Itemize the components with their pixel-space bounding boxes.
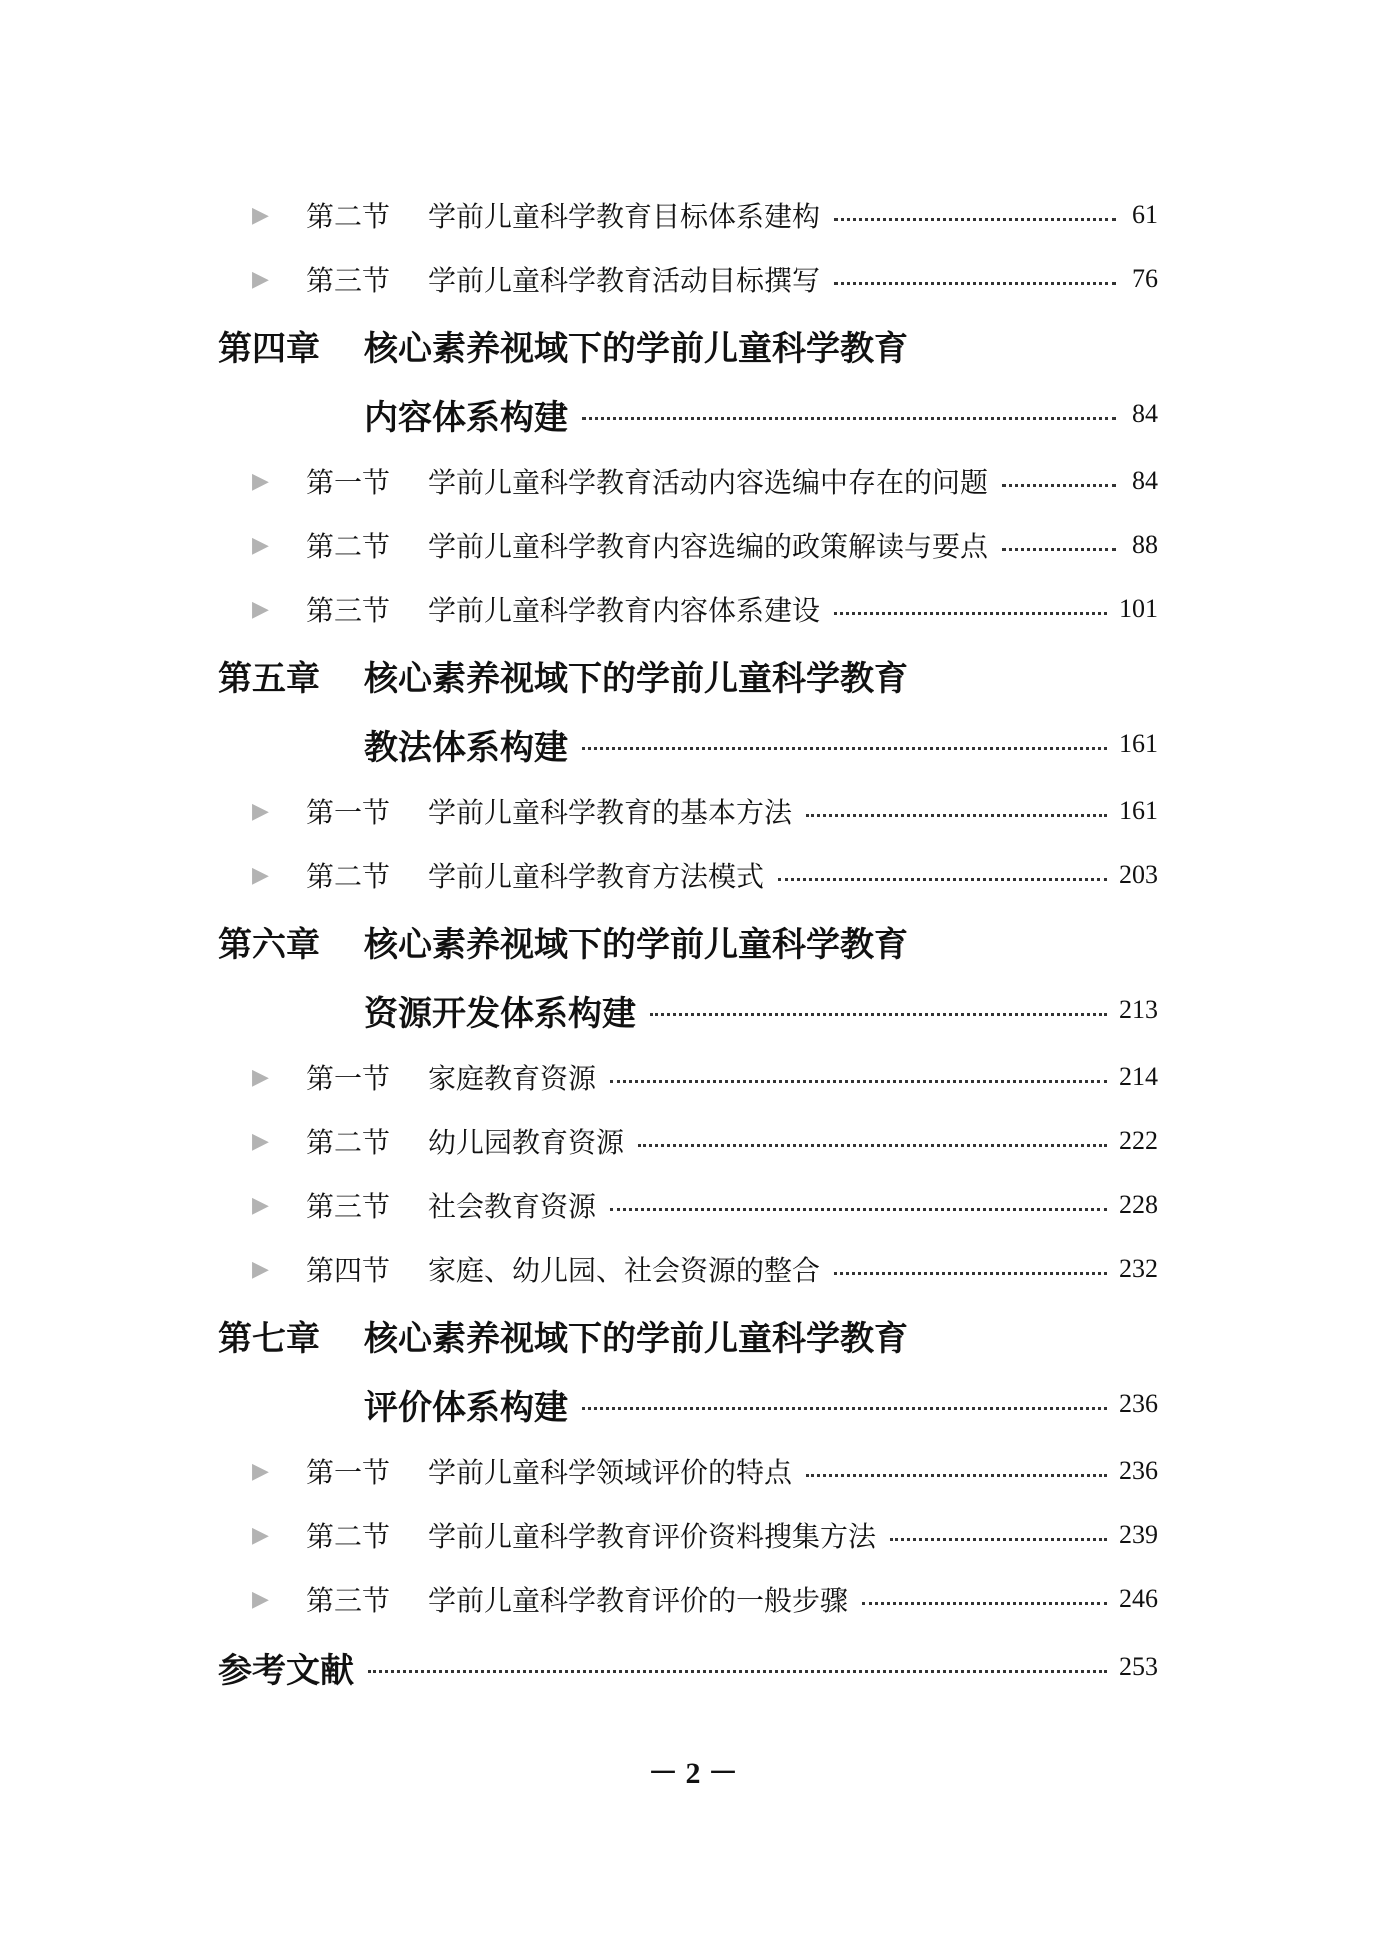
chapter-subtitle: 评价体系构建 — [364, 1387, 568, 1428]
chapter-page-number: 84 — [1132, 399, 1158, 428]
section-page-number: 232 — [1119, 1254, 1158, 1283]
chapter-subtitle: 资源开发体系构建 — [364, 993, 636, 1034]
chapter-title: 核心素养视域下的学前儿童科学教育 — [364, 1318, 908, 1359]
section-title: 学前儿童科学教育内容选编的政策解读与要点 — [428, 530, 989, 563]
chapter-subtitle: 内容体系构建 — [364, 397, 568, 438]
triangle-right-icon: ▶ — [252, 1586, 269, 1612]
triangle-right-icon: ▶ — [252, 532, 269, 558]
section-number: 第三节 — [306, 264, 391, 297]
toc-chapter-row[interactable] — [218, 641, 1158, 709]
triangle-right-icon: ▶ — [252, 862, 269, 888]
toc-chapter-subtitle-row[interactable] — [218, 1369, 1158, 1439]
toc-section-row[interactable] — [218, 183, 1158, 247]
dot-leader — [834, 218, 1116, 221]
dot-leader — [582, 417, 1116, 420]
section-title: 学前儿童科学教育目标体系建构 — [428, 200, 821, 233]
dot-leader — [638, 1144, 1107, 1147]
section-number: 第一节 — [306, 796, 391, 829]
dot-leader — [582, 747, 1107, 750]
section-title: 学前儿童科学教育方法模式 — [428, 860, 765, 893]
toc-section-row[interactable] — [218, 449, 1158, 513]
dot-leader — [1002, 484, 1116, 487]
section-page-number: 236 — [1119, 1456, 1158, 1485]
section-page-number: 228 — [1119, 1190, 1158, 1219]
toc-section-row[interactable] — [218, 513, 1158, 577]
triangle-right-icon: ▶ — [252, 798, 269, 824]
chapter-title: 核心素养视域下的学前儿童科学教育 — [364, 328, 908, 369]
dot-leader — [778, 878, 1107, 881]
triangle-right-icon: ▶ — [252, 596, 269, 622]
section-number: 第四节 — [306, 1254, 391, 1287]
toc-section-row[interactable] — [218, 1045, 1158, 1109]
chapter-number: 第五章 — [218, 658, 320, 699]
dot-leader — [582, 1407, 1107, 1410]
toc-chapter-subtitle-row[interactable] — [218, 709, 1158, 779]
section-page-number: 84 — [1132, 466, 1158, 495]
section-title: 学前儿童科学教育评价资料搜集方法 — [428, 1520, 877, 1553]
section-title: 幼儿园教育资源 — [428, 1126, 625, 1159]
section-number: 第二节 — [306, 860, 391, 893]
section-title: 学前儿童科学教育活动内容选编中存在的问题 — [428, 466, 989, 499]
section-title: 社会教育资源 — [428, 1190, 597, 1223]
dot-leader — [834, 1272, 1107, 1275]
section-number: 第三节 — [306, 594, 391, 627]
toc-section-row[interactable] — [218, 577, 1158, 641]
section-number: 第二节 — [306, 1520, 391, 1553]
section-number: 第二节 — [306, 530, 391, 563]
section-page-number: 203 — [1119, 860, 1158, 889]
section-title: 学前儿童科学教育评价的一般步骤 — [428, 1584, 849, 1617]
toc-chapter-subtitle-row[interactable] — [218, 379, 1158, 449]
section-number: 第三节 — [306, 1190, 391, 1223]
section-page-number: 222 — [1119, 1126, 1158, 1155]
section-number: 第一节 — [306, 1456, 391, 1489]
dot-leader — [368, 1670, 1107, 1673]
section-number: 第一节 — [306, 466, 391, 499]
dot-leader — [806, 1474, 1107, 1477]
chapter-page-number: 161 — [1119, 729, 1158, 758]
section-title: 家庭、幼儿园、社会资源的整合 — [428, 1254, 821, 1287]
triangle-right-icon: ▶ — [252, 1458, 269, 1484]
triangle-right-icon: ▶ — [252, 468, 269, 494]
section-title: 学前儿童科学教育的基本方法 — [428, 796, 793, 829]
triangle-right-icon: ▶ — [252, 1192, 269, 1218]
toc-section-row[interactable] — [218, 779, 1158, 843]
section-page-number: 61 — [1132, 200, 1158, 229]
dot-leader — [834, 612, 1107, 615]
section-page-number: 161 — [1119, 796, 1158, 825]
toc-section-row[interactable] — [218, 1109, 1158, 1173]
triangle-right-icon: ▶ — [252, 1128, 269, 1154]
toc-section-row[interactable] — [218, 1503, 1158, 1567]
section-title: 家庭教育资源 — [428, 1062, 597, 1095]
dot-leader — [650, 1013, 1107, 1016]
chapter-number: 第四章 — [218, 328, 320, 369]
section-page-number: 214 — [1119, 1062, 1158, 1091]
dot-leader — [834, 282, 1116, 285]
toc-section-row[interactable] — [218, 1439, 1158, 1503]
triangle-right-icon: ▶ — [252, 1522, 269, 1548]
toc-references-row[interactable] — [218, 1631, 1158, 1703]
page-number: － 2 － — [648, 1757, 738, 1790]
toc-chapter-row[interactable] — [218, 1301, 1158, 1369]
table-of-contents — [218, 183, 1158, 1703]
triangle-right-icon: ▶ — [252, 1256, 269, 1282]
chapter-page-number: 236 — [1119, 1389, 1158, 1418]
section-title: 学前儿童科学领域评价的特点 — [428, 1456, 793, 1489]
triangle-right-icon: ▶ — [252, 202, 269, 228]
dot-leader — [1002, 548, 1116, 551]
toc-chapter-row[interactable] — [218, 311, 1158, 379]
section-number: 第三节 — [306, 1584, 391, 1617]
triangle-right-icon: ▶ — [252, 1064, 269, 1090]
chapter-number: 第六章 — [218, 924, 320, 965]
section-page-number: 239 — [1119, 1520, 1158, 1549]
chapter-title: 核心素养视域下的学前儿童科学教育 — [364, 924, 908, 965]
section-title: 学前儿童科学教育活动目标撰写 — [428, 264, 821, 297]
toc-section-row[interactable] — [218, 843, 1158, 907]
section-number: 第一节 — [306, 1062, 391, 1095]
dot-leader — [890, 1538, 1107, 1541]
dot-leader — [806, 814, 1107, 817]
chapter-page-number: 213 — [1119, 995, 1158, 1024]
toc-chapter-subtitle-row[interactable] — [218, 975, 1158, 1045]
toc-section-row[interactable] — [218, 247, 1158, 311]
section-number: 第二节 — [306, 200, 391, 233]
section-page-number: 246 — [1119, 1584, 1158, 1613]
dot-leader — [862, 1602, 1107, 1605]
section-title: 学前儿童科学教育内容体系建设 — [428, 594, 821, 627]
toc-section-row[interactable] — [218, 1567, 1158, 1631]
toc-section-row[interactable] — [218, 1237, 1158, 1301]
references-page-number: 253 — [1119, 1652, 1158, 1681]
chapter-title: 核心素养视域下的学前儿童科学教育 — [364, 658, 908, 699]
toc-section-row[interactable] — [218, 1173, 1158, 1237]
dot-leader — [610, 1080, 1107, 1083]
chapter-number: 第七章 — [218, 1318, 320, 1359]
dot-leader — [610, 1208, 1107, 1211]
chapter-subtitle: 教法体系构建 — [364, 727, 568, 768]
toc-chapter-row[interactable] — [218, 907, 1158, 975]
section-number: 第二节 — [306, 1126, 391, 1159]
section-page-number: 88 — [1132, 530, 1158, 559]
section-page-number: 101 — [1119, 594, 1158, 623]
references-title: 参考文献 — [218, 1650, 354, 1691]
section-page-number: 76 — [1132, 264, 1158, 293]
triangle-right-icon: ▶ — [252, 266, 269, 292]
